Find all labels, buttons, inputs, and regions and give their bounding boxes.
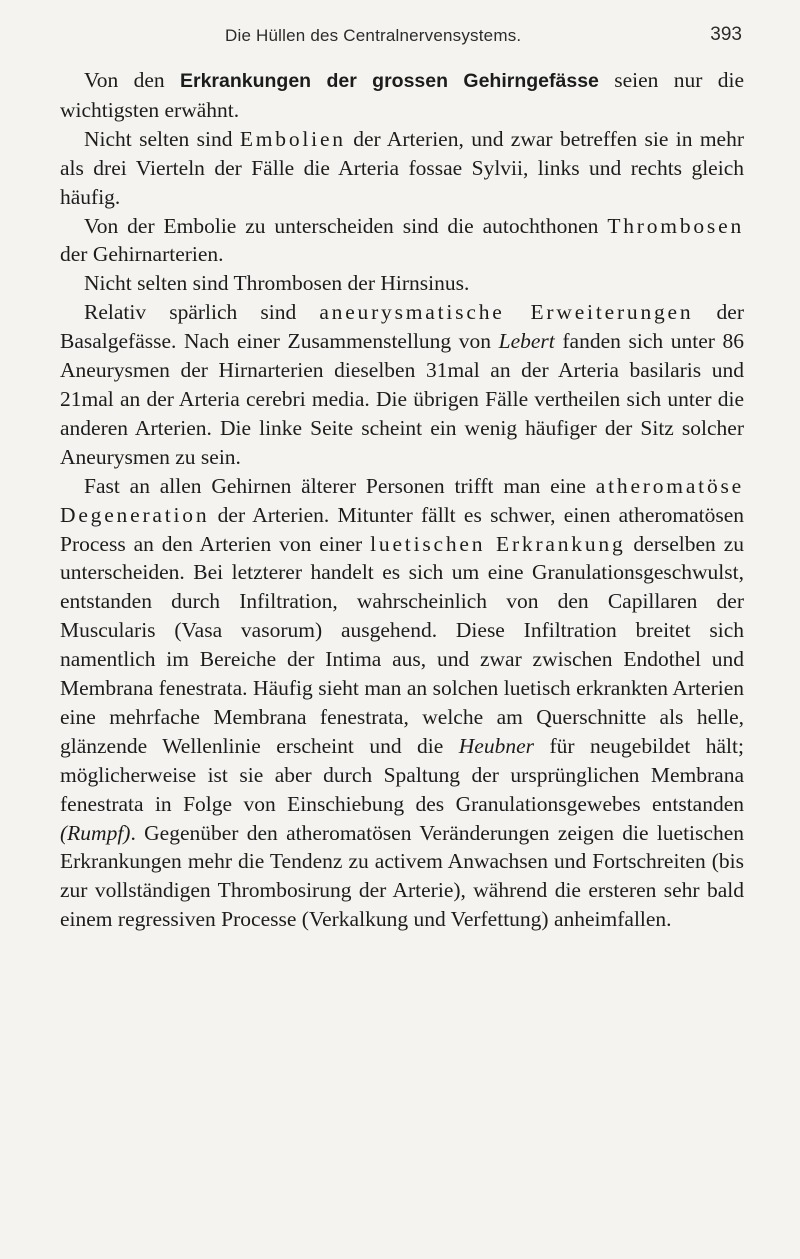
spaced-text-run: Embolien — [239, 126, 346, 151]
spaced-text-run: atheromatöse Degeneration — [60, 473, 744, 527]
paragraph — [60, 66, 744, 125]
text-run: der Gehirnarterien. — [60, 242, 224, 267]
page-number: 393 — [710, 24, 742, 45]
running-head — [0, 22, 800, 52]
running-title: Die Hüllen des Centralnervensystems. — [225, 26, 522, 45]
italic-text-run: (Rumpf) — [60, 820, 131, 845]
text-run: Nicht selten sind — [84, 126, 240, 151]
text-run: Relativ spärlich sind — [84, 300, 320, 325]
text-run: Fast an allen Gehirnen älterer Personen trifft man eine — [84, 473, 596, 498]
paragraph — [60, 269, 744, 298]
paragraph — [60, 125, 744, 212]
text-run: fanden sich unter 86 Aneurysmen der Hirnarterien dieselben 31mal an der Arteria basilaris und 21mal an der Arteria cerebri media. Die übrigen Fälle vertheilen sich unter die anderen Arterien. Die linke Seite scheint ein wenig häufiger der Sitz solcher Aneurysmen zu sein. — [60, 329, 745, 469]
text-run: Von den — [84, 68, 180, 92]
bold-text-run: Erkrankungen der grossen Gehirngefässe — [179, 70, 599, 92]
text-run: seien nur die wichtigsten erwähnt. — [60, 68, 744, 122]
text-run: Von der Embolie zu unterscheiden sind die autochthonen — [84, 213, 608, 238]
italic-text-run: Heubner — [458, 733, 534, 758]
text-run: Nicht selten sind Thrombosen der Hirnsinus. — [84, 271, 470, 296]
text-run: der Arterien. Mitunter fällt es schwer, einen atheromatösen Process an den Arterien von einer — [60, 502, 744, 556]
text-run: der Arterien, und zwar betreffen sie in mehr als drei Vierteln der Fälle die Arteria fossae Sylvii, links und rechts gleich häufig. — [60, 126, 744, 209]
text-run: der Basalgefässe. Nach einer Zusammenstellung von — [60, 300, 745, 354]
text-run: derselben zu unterscheiden. Bei letzterer handelt es sich um eine Granulationsgeschwulst, entstanden durch Infiltration, wahrscheinlich von den Capillaren der Muscularis (Vasa vasorum) ausgehend. Diese Infiltration breitet sich namentlich im Bereiche der Intima aus, und zwar zwischen Endothel und Membrana fenestrata. Häufig sieht man an solchen luetisch erkrankten Arterien eine mehrfache Membrana fenestrata, welche am Querschnitte als helle, glänzende Wellenlinie erscheint und die — [60, 531, 745, 758]
paragraph — [60, 472, 744, 935]
spaced-text-run: aneurysmatische Erweiterungen — [319, 300, 694, 325]
body-text — [60, 66, 744, 934]
italic-text-run: Lebert — [498, 329, 555, 354]
text-run: für neugebildet hält; möglicherweise ist sie aber durch Spaltung der ursprünglichen Membrana fenestrata in Folge von Einschiebung des Granulationsgewebes entstanden — [60, 733, 744, 816]
text-run: . Gegenüber den atheromatösen Veränderungen zeigen die luetischen Erkrankungen mehr die Tendenz zu activem Anwachsen und Fortschreiten (bis zur vollständigen Thrombosirung der Arterie), während die ersteren sehr bald einem regressiven Processe (Verkalkung und Verfettung) anheimfallen. — [60, 820, 744, 932]
spaced-text-run: luetischen Erkrankung — [370, 531, 626, 556]
spaced-text-run: Thrombosen — [607, 213, 744, 238]
paragraph — [60, 298, 744, 471]
paragraph — [60, 212, 744, 270]
